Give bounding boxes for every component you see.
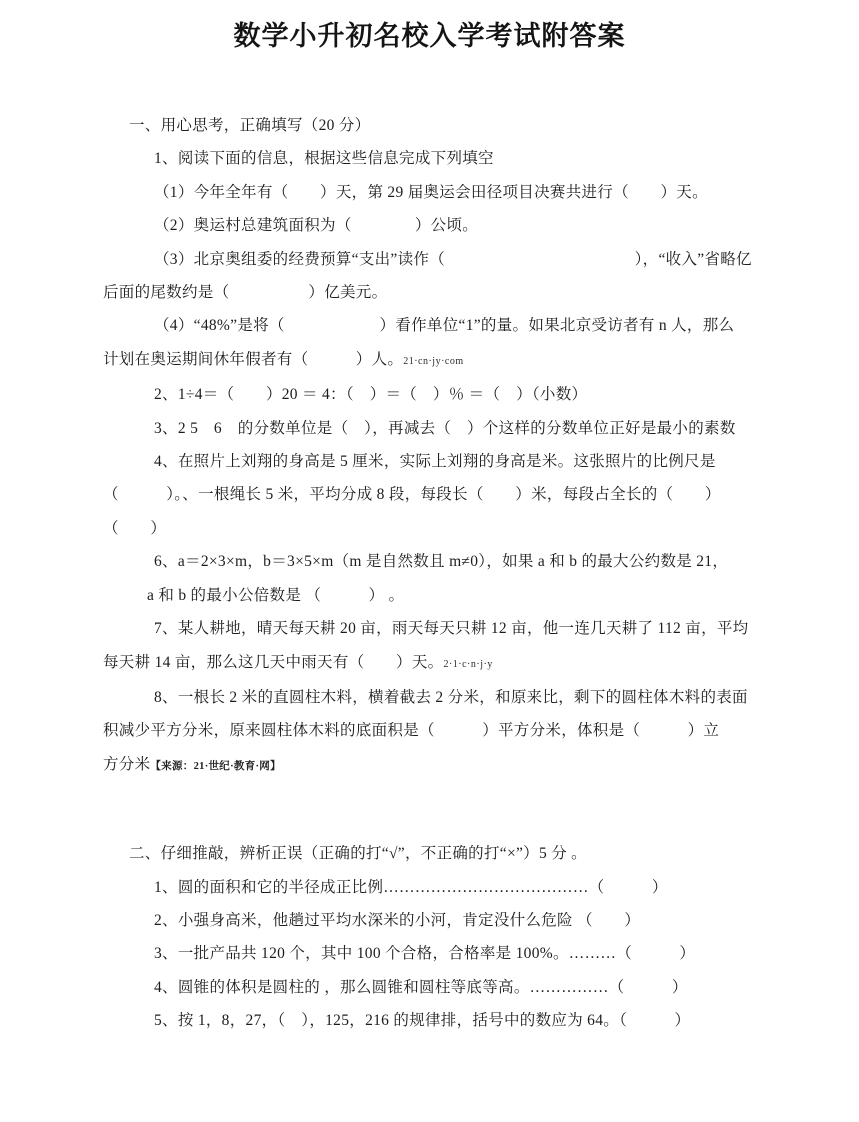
line-text: 积减少平方分米，原来圆柱体木料的底面积是（ ）平方分米，体积是（ ）立 bbox=[103, 722, 720, 740]
section1-heading: 一、用心思考，正确填写（20 分） bbox=[129, 117, 371, 134]
line-text: 4、圆锥的体积是圆柱的 ，那么圆锥和圆柱等底等高。……………（ ） bbox=[154, 978, 688, 996]
line-text: 3、2 5 6 的分数单位是（ ），再减去（ ）个这样的分数单位正好是最小的素数 bbox=[154, 419, 736, 437]
line-text: 每天耕 14 亩，那么这几天中雨天有（ ）天。 bbox=[103, 653, 444, 671]
line-text: 8、一根长 2 米的直圆柱木料，横着截去 2 分米，和原来比，剩下的圆柱体木料的表面 bbox=[154, 688, 748, 706]
line-text: 1、阅读下面的信息，根据这些信息完成下列填空 bbox=[154, 150, 494, 168]
line-text: （ ） bbox=[103, 519, 167, 537]
text-line bbox=[102, 512, 769, 545]
line-text: 3、一批产品共 120 个，其中 100 个合格，合格率是 100%。………（ ） bbox=[154, 945, 696, 963]
page-title: 数学小升初名校入学考试附答案 bbox=[233, 21, 626, 51]
text-line bbox=[102, 748, 769, 783]
text-line bbox=[102, 209, 769, 242]
text-line bbox=[102, 904, 769, 937]
line-text: 2、1÷4＝（ ）20 ＝ 4：（ ）＝（ ）％ ＝（ ）（小数） bbox=[154, 386, 588, 404]
text-line bbox=[102, 343, 769, 378]
text-line bbox=[102, 176, 769, 209]
text-line bbox=[102, 681, 769, 714]
line-text: 2、小强身高米，他趟过平均水深米的小河，肯定没什么危险 （ ） bbox=[154, 911, 641, 929]
line-text: 7、某人耕地，晴天每天耕 20 亩，雨天每天只耕 12 亩，他一连几天耕了 112 亩，平均 bbox=[154, 620, 749, 638]
line-text: 6、a＝2×3×m，b＝3×5×m（m 是自然数且 m≠0），如果 a 和 b 的最大公约数是 21， bbox=[154, 553, 729, 571]
line-text: 后面的尾数约是（ ）亿美元。 bbox=[103, 284, 388, 302]
source-watermark-text: 【来源：21·世纪·教育·网】 bbox=[150, 760, 281, 772]
text-line bbox=[102, 579, 769, 612]
text-line bbox=[102, 445, 769, 478]
line-text: （ ）。、一根绳长 5 米，平均分成 8 段，每段长（ ）米，每段占全长的（ ） bbox=[103, 486, 721, 504]
text-line bbox=[102, 646, 769, 681]
text-line bbox=[102, 545, 769, 578]
watermark-text: 21·cn·jy·com bbox=[403, 355, 464, 367]
text-line bbox=[102, 243, 769, 276]
text-line bbox=[102, 478, 769, 511]
text-line bbox=[102, 714, 769, 747]
line-text: 计划在奥运期间休年假者有（ ）人。 bbox=[103, 350, 404, 368]
text-line bbox=[102, 612, 769, 645]
line-text: （3）北京奥组委的经费预算“支出”读作（ ），“收入”省略亿 bbox=[154, 250, 752, 268]
text-line bbox=[102, 937, 769, 970]
line-text: 方分米 bbox=[103, 755, 151, 773]
text-line bbox=[102, 971, 769, 1004]
text-line bbox=[102, 276, 769, 309]
line-text: 1、圆的面积和它的半径成正比例…………………………………（ ） bbox=[154, 878, 668, 896]
text-line bbox=[102, 412, 769, 445]
section-spacer bbox=[102, 783, 769, 837]
line-text: （4）“48%”是将（ ）看作单位“1”的量。如果北京受访者有 n 人，那么 bbox=[154, 317, 735, 335]
line-text: 5、按 1，8，27，（ ），125，216 的规律排，括号中的数应为 64。（ ） bbox=[154, 1012, 691, 1030]
section2-heading: 二、仔细推敲，辨析正误（正确的打“√”，不正确的打“×”）5 分 。 bbox=[129, 845, 587, 863]
line-text: （2）奥运村总建筑面积为（ ）公顷。 bbox=[154, 217, 479, 235]
document-body bbox=[0, 109, 859, 1038]
text-line bbox=[102, 871, 769, 904]
line-text: a 和 b 的最小公倍数是 （ ） 。 bbox=[147, 586, 405, 604]
watermark-text: 2·1·c·n·j·y bbox=[443, 658, 493, 670]
line-text: 4、在照片上刘翔的身高是 5 厘米，实际上刘翔的身高是米。这张照片的比例尺是 bbox=[154, 453, 716, 471]
text-line bbox=[102, 1004, 769, 1037]
text-line bbox=[102, 378, 769, 411]
text-line bbox=[102, 309, 769, 342]
text-line bbox=[102, 142, 769, 175]
line-text: （1）今年全年有（ ）天，第 29 届奥运会田径项目决赛共进行（ ）天。 bbox=[154, 183, 708, 201]
